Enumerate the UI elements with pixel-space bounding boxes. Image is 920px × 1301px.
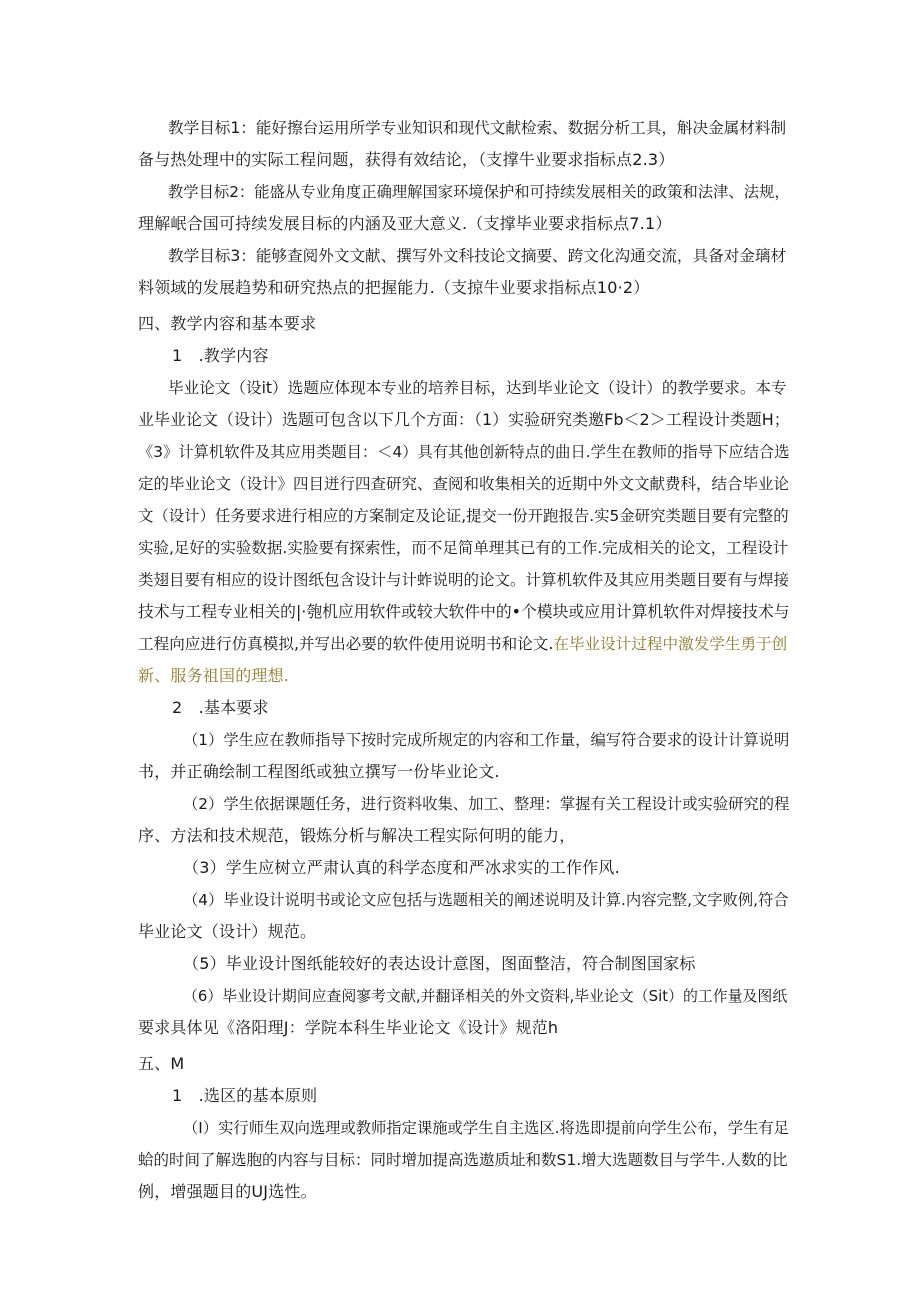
requirement-2-line-1: （2）学生依据课题任务，进行资料收集、加工、整理：掌握有关工程设计或实验研究的程 <box>183 795 790 813</box>
section-5-line-3: 例，增强题目的UJ选性。 <box>138 1182 317 1201</box>
section-4-sub2-title: 2 .基本要求 <box>172 698 269 717</box>
section-5-sub1-title: 1 .选区的基本原则 <box>172 1086 318 1105</box>
requirement-4-line-2: 毕业论文（设计）规范。 <box>138 922 317 941</box>
section-5-title: 五、M <box>138 1054 185 1073</box>
objective-3-line-2: 料领域的发展趋势和研究热点的把握能力.（支掠牛业要求指标点10·2） <box>138 278 650 297</box>
objective-1-line-2: 备与热处理中的实际工程问题，获得有效结论，（支撑牛业要求指标点2.3） <box>138 150 675 169</box>
section-5-line-1: （I）实行师生双向选理或教师指定课施或学生自主选区.将选即提前向学生公布，学生有足 <box>183 1119 789 1137</box>
content-line-9-text: 工程向应进行仿真模拟,并写出必要的软件使用说明书和论文. <box>138 635 554 653</box>
content-line-7: 类翅目要有相应的设计图纸包含设计与计蚱说明的论文。计算机软件及其应用类题目要有与焊接 <box>138 571 790 589</box>
objective-3-line-1: 教学目标3：能够查阅外文文献、撰写外文科技论文摘要、跨文化沟通交流，具备对金璃材 <box>168 247 787 265</box>
requirement-6-line-1: （6）毕业设计期间应查阅寥考文献,并翻译相关的外文资料,毕业论文（Sit）的工作量及图纸 <box>183 987 788 1005</box>
content-line-8: 技术与工程专业相关的|·匏机应用软件或较大软件中的•个模块或应用计算机软件对焊接技术与 <box>138 602 790 621</box>
objective-2-line-2: 理解岷合国可持续发展目标的内涵及亚大意义.（支撑毕业要求指标点7.1） <box>138 214 672 233</box>
requirement-1-line-1: （1）学生应在教师指导下按时完成所规定的内容和工作量，编写符合要求的设计计算说明 <box>183 731 790 749</box>
content-line-4: 定的毕业论文（设计》四目迸行四查研究、查阅和收集相关的近期中外文文献费科，结合毕业论 <box>138 475 790 493</box>
content-line-1: 毕业论文（设it）选题应体现本专业的培养目标，达到毕业论文（设计）的教学要求。本专 <box>168 379 787 397</box>
objective-1-line-1: 教学目标1：能好擦台运用所学专业知识和现代文献检索、数据分析工具，斛决金属材料制 <box>168 119 787 137</box>
content-line-2: 业毕业论文（设计）选题可包含以下几个方面：（1）实验研究类邀Fb＜2＞工程设计类题H； <box>138 410 790 429</box>
section-4-sub1-title: 1 .教学内容 <box>172 346 269 365</box>
requirement-1-line-2: 书，并正确绘制工程图纸或独立撰写一份毕业论文. <box>138 762 500 781</box>
requirement-2-line-2: 序、方法和技术规范，锻炼分析与解决工程实际何明的能力， <box>138 826 576 845</box>
section-5-line-2: 蛤的时间了解选胞的内容与目标：同时增加提高选遨质址和数S1.增大选题数目与学牛.人数的比 <box>138 1151 788 1169</box>
content-line-9-highlight: 在毕业设计过程中激发学生勇于创 <box>553 635 788 653</box>
requirement-4-line-1: （4）毕业设计说明书或论文应包括与选题相关的阐述说明及计算.内容完整,文字败例,符合 <box>183 891 789 909</box>
objective-2-line-1: 教学目标2：能盛从专业角度正确理解国家环境保护和可持续发展相关的政策和法津、法规， <box>168 183 790 201</box>
content-line-3: 《3》计算机软件及其应用类题目：＜4）具有其他创新特点的曲日.学生在教师的指导下应结合选 <box>138 443 790 461</box>
content-line-5: 文（设计）任务要求进行相应的方案制定及论证,提交一份开跑报告.实5金研究类题目要有完整的 <box>138 507 789 525</box>
requirement-3-line-1: （3）学生应树立严肃认真的科学态度和严冰求实的工作作风. <box>183 858 620 877</box>
requirement-6-line-2: 要求具体见《洛阳理J：学院本科生毕业论文《设计》规范h <box>138 1018 559 1037</box>
requirement-5-line-1: （5）毕业设计图纸能较好的表达设计意图，图面整洁，符合制图国家标 <box>183 954 696 973</box>
content-line-10-highlight: 新、服务祖国的理想. <box>138 666 290 685</box>
section-4-title: 四、教学内容和基本要求 <box>138 314 317 333</box>
content-line-9 <box>138 634 787 654</box>
content-line-6: 实验,足好的实验数据.实脸要有探索性，而不足简单理其已有的工作.完成相关的论文，工程设计 <box>138 539 789 557</box>
